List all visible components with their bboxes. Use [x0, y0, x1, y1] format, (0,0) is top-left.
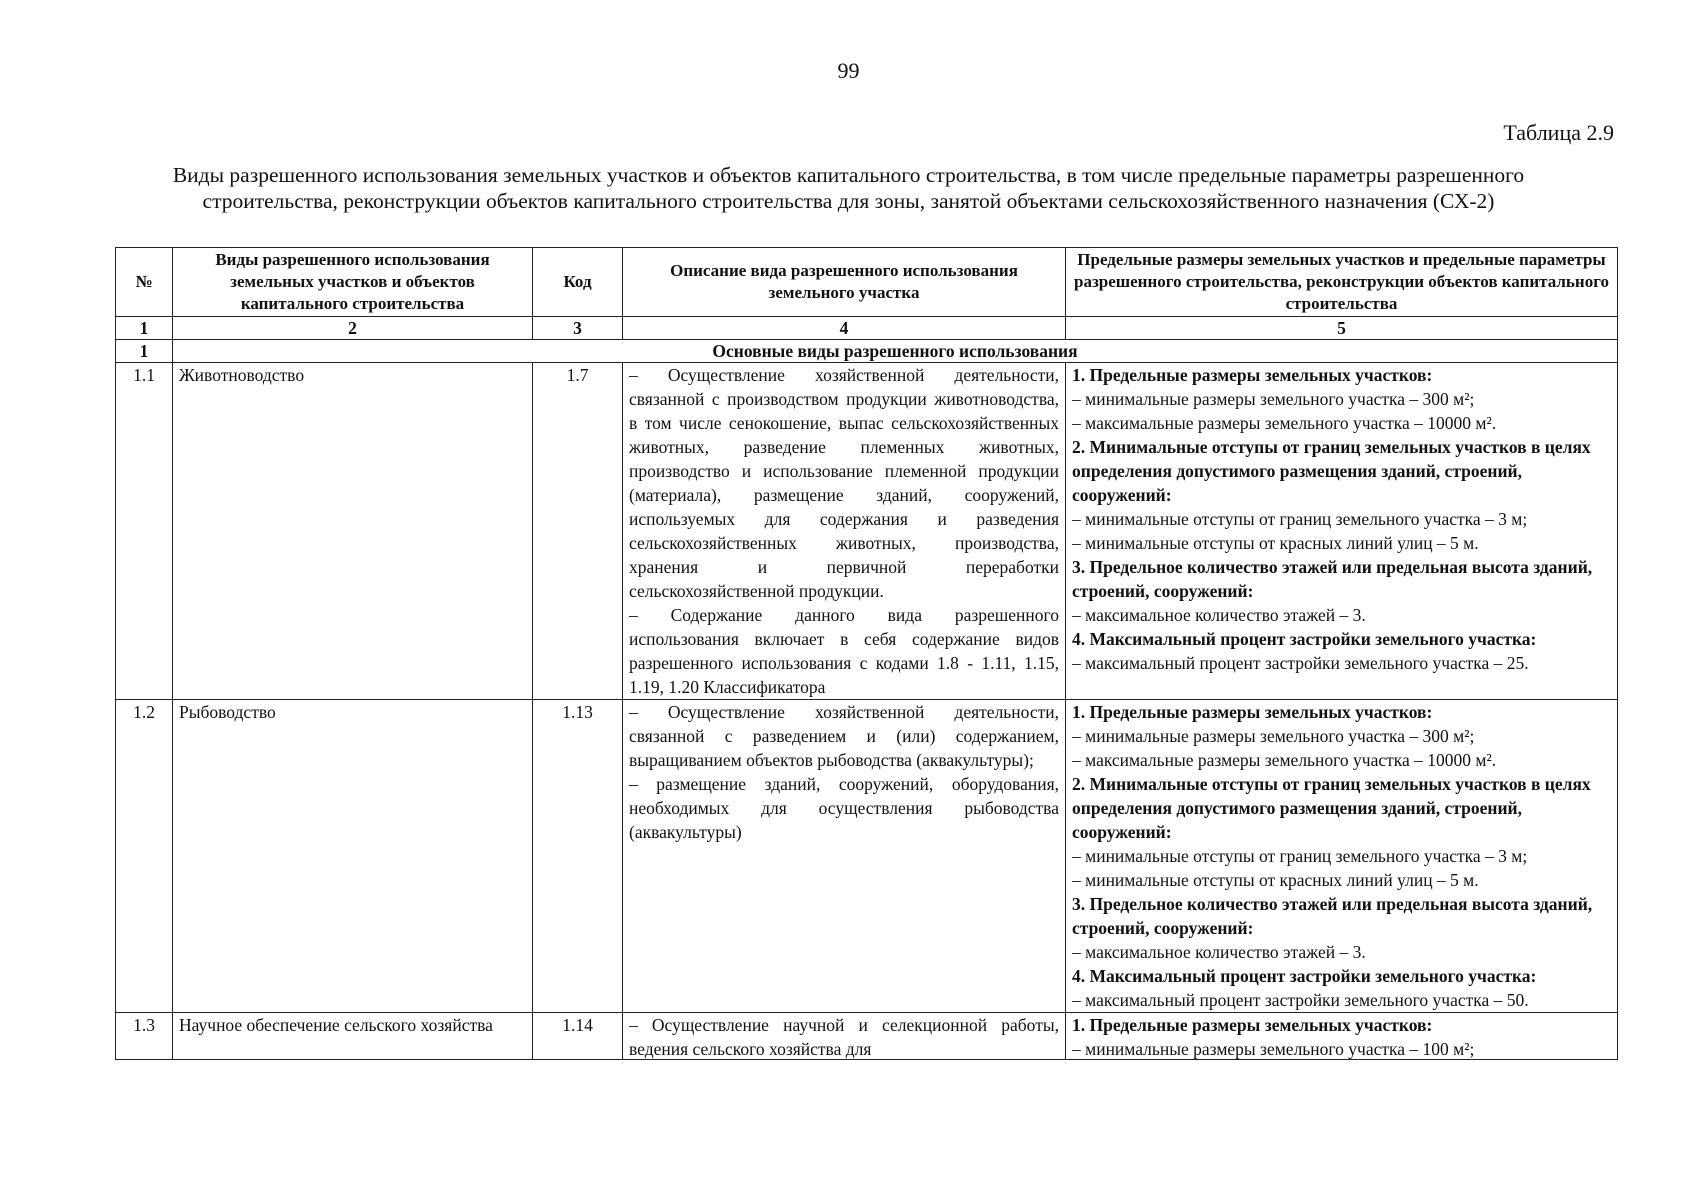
description-paragraph: – размещение зданий, сооружений, оборудования, необходимых для осуществления рыбоводства (аквакультуры): [629, 774, 1059, 842]
description-paragraph: – Содержание данного вида разрешенного использования включает в себя содержание видов разрешенного использования с кодами 1.8 - 1.11, 1.15, 1.19, 1.20 Классификатора: [629, 605, 1059, 697]
row-parameters: [1066, 700, 1618, 1013]
column-number: 3: [533, 317, 623, 340]
parameter-item: – максимальный процент застройки земельного участка – 25.: [1072, 653, 1529, 673]
section-title: Основные виды разрешенного использования: [173, 340, 1618, 363]
column-header: №: [116, 248, 173, 317]
table-row: [116, 363, 1618, 700]
parameter-item: – максимальный процент застройки земельного участка – 50.: [1072, 990, 1529, 1010]
parameter-heading: 2. Минимальные отступы от границ земельных участков в целях определения допустимого размещения зданий, строений, сооружений:: [1072, 774, 1591, 842]
parameter-heading: 1. Предельные размеры земельных участков:: [1072, 365, 1433, 385]
section-row: [116, 340, 1618, 363]
column-number: 2: [173, 317, 533, 340]
row-description: [623, 1013, 1066, 1060]
row-description: [623, 700, 1066, 1013]
row-parameters: [1066, 363, 1618, 700]
parameter-item: – максимальное количество этажей – 3.: [1072, 605, 1366, 625]
table-row: [116, 700, 1618, 1013]
row-use-type: Рыбоводство: [173, 700, 533, 1013]
table-header-row: [116, 248, 1618, 317]
parameter-item: – минимальные размеры земельного участка – 300 м²;: [1072, 389, 1475, 409]
row-code: 1.14: [533, 1013, 623, 1060]
page-number: 99: [837, 58, 860, 83]
parameter-heading: 4. Максимальный процент застройки земельного участка:: [1072, 966, 1537, 986]
row-parameters: [1066, 1013, 1618, 1060]
section-number: 1: [116, 340, 173, 363]
row-number: 1.2: [116, 700, 173, 1013]
parameter-heading: 1. Предельные размеры земельных участков:: [1072, 1015, 1433, 1035]
column-number-row: [116, 317, 1618, 340]
parameter-heading: 4. Максимальный процент застройки земельного участка:: [1072, 629, 1537, 649]
parameter-heading: 3. Предельное количество этажей или предельная высота зданий, строений, сооружений:: [1072, 557, 1593, 601]
row-number: 1.1: [116, 363, 173, 700]
parameter-item: – минимальные отступы от границ земельного участка – 3 м;: [1072, 509, 1528, 529]
row-code: 1.7: [533, 363, 623, 700]
parameter-heading: 2. Минимальные отступы от границ земельных участков в целях определения допустимого размещения зданий, строений, сооружений:: [1072, 437, 1591, 505]
description-paragraph: – Осуществление хозяйственной деятельности, связанной с производством продукции животноводства, в том числе сенокошение, выпас сельскохозяйственных животных, разведение племенных животных, производство и использование племенной продукции (материала), размещение зданий, сооружений, используемых для содержания и разведения сельскохозяйственных животных, производства, хранения и первичной переработки сельскохозяйственной продукции.: [629, 365, 1059, 601]
description-paragraph: – Осуществление хозяйственной деятельности, связанной с разведением и (или) содержанием, выращиванием объектов рыбоводства (аквакультуры);: [629, 702, 1059, 770]
column-header: Код: [533, 248, 623, 317]
column-number: 4: [623, 317, 1066, 340]
parameter-item: – минимальные размеры земельного участка – 100 м²;: [1072, 1039, 1475, 1059]
row-code: 1.13: [533, 700, 623, 1013]
row-description: [623, 363, 1066, 700]
parameter-item: – минимальные отступы от красных линий улиц – 5 м.: [1072, 533, 1479, 553]
parameter-item: – минимальные размеры земельного участка – 300 м²;: [1072, 726, 1475, 746]
parameter-heading: 1. Предельные размеры земельных участков:: [1072, 702, 1433, 722]
row-use-type: Животноводство: [173, 363, 533, 700]
column-number: 1: [116, 317, 173, 340]
row-use-type: Научное обеспечение сельского хозяйства: [173, 1013, 533, 1060]
parameter-item: – максимальные размеры земельного участка – 10000 м².: [1072, 750, 1497, 770]
column-header: Предельные размеры земельных участков и предельные параметры разрешенного строительства, реконструкции объектов капитального строительства: [1066, 248, 1618, 317]
parameter-item: – максимальное количество этажей – 3.: [1072, 942, 1366, 962]
parameter-item: – максимальные размеры земельного участка – 10000 м².: [1072, 413, 1497, 433]
land-use-table: [115, 247, 1618, 1060]
description-paragraph: – Осуществление научной и селекционной работы, ведения сельского хозяйства для: [629, 1015, 1059, 1059]
table-label: Таблица 2.9: [1503, 120, 1614, 145]
parameter-item: – минимальные отступы от красных линий улиц – 5 м.: [1072, 870, 1479, 890]
column-number: 5: [1066, 317, 1618, 340]
document-title: Виды разрешенного использования земельных участков и объектов капитального строительства, в том числе предельные параметры разрешенного строительства, реконструкции объектов капитального строительства для зоны, занятой объектами сельскохозяйственного назначения (СХ-2): [172, 163, 1525, 213]
column-header: Описание вида разрешенного использования земельного участка: [623, 248, 1066, 317]
table-row: [116, 1013, 1618, 1060]
row-number: 1.3: [116, 1013, 173, 1060]
parameter-item: – минимальные отступы от границ земельного участка – 3 м;: [1072, 846, 1528, 866]
column-header: Виды разрешенного использования земельных участков и объектов капитального строительства: [173, 248, 533, 317]
parameter-heading: 3. Предельное количество этажей или предельная высота зданий, строений, сооружений:: [1072, 894, 1593, 938]
